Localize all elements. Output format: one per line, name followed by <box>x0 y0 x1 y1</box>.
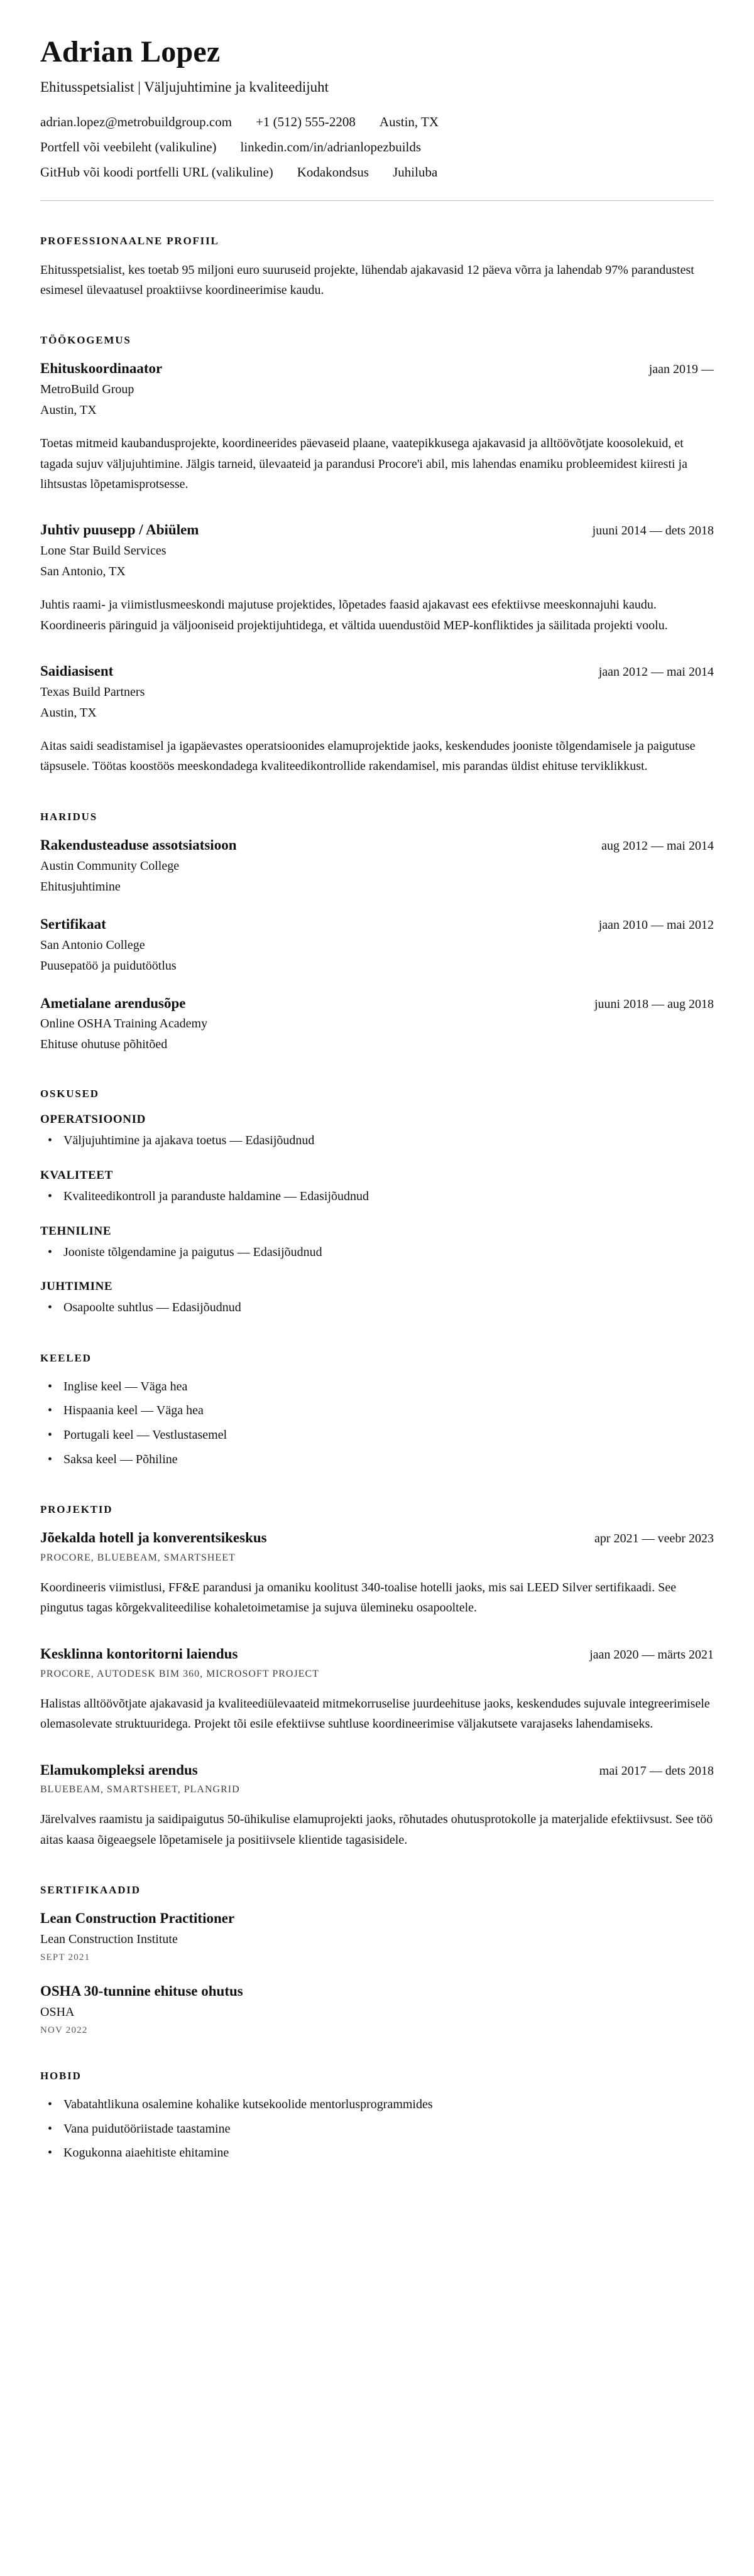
education-entry <box>40 994 714 1054</box>
degree-title: Rakendusteaduse assotsiatsioon <box>40 836 237 853</box>
profile-text: Ehitusspetsialist, kes toetab 95 miljoni euro suuruseid projekte, lühendab ajakavasid 12 päeva võrra ja lahendab 97% parandustest esimesel ülevaatusel proaktiivse koordineerimise kaudu. <box>40 262 694 297</box>
project-dates: jaan 2020 — märts 2021 <box>589 1647 714 1662</box>
portfolio-text: Portfell või veebileht (valikuline) <box>40 139 217 154</box>
skill-group <box>40 1169 714 1207</box>
contact-row-2 <box>40 138 714 156</box>
job-entry <box>40 359 714 494</box>
skill-item <box>40 1298 714 1318</box>
section-heading-certifications: SERTIFIKAADID <box>40 1884 141 1897</box>
project-entry <box>40 1645 714 1734</box>
citizenship-text: Kodakondsus <box>297 164 369 180</box>
project-tools: BLUEBEAM, SMARTSHEET, PLANGRID <box>40 1784 240 1795</box>
skill-item <box>40 1243 714 1263</box>
section-heading-hobbies: HOBID <box>40 2069 82 2082</box>
skill-item-text: • Väljujuhtimine ja ajakava toetus — Edasijõudnud <box>63 1134 315 1148</box>
job-entry <box>40 521 714 636</box>
education-dates: jaan 2010 — mai 2012 <box>598 917 714 932</box>
skill-item-text: • Jooniste tõlgendamine ja paigutus — Edasijõudnud <box>63 1245 322 1259</box>
project-title: Kesklinna kontoritorni laiendus <box>40 1645 238 1662</box>
job-dates: juuni 2014 — dets 2018 <box>592 524 714 538</box>
school-name: Online OSHA Training Academy <box>40 1017 208 1031</box>
github-text: GitHub või koodi portfelli URL (valikuline) <box>40 164 273 180</box>
job-location: Austin, TX <box>40 705 97 720</box>
location-text: Austin, TX <box>379 114 439 129</box>
section-experience <box>40 334 714 776</box>
header-divider <box>40 200 714 201</box>
project-description: Halistas alltöövõtjate ajakavasid ja kvaliteediülevaateid mitmekorruselise juurdeehituse jaoks, keskendudes sujuvale integreerimisele olemasolevate struktuuridega. Projekt tõi esile efektiivse suhtluse koordineerimise väljakutsete varajaseks lahendamiseks. <box>40 1696 710 1731</box>
section-heading-projects: PROJEKTID <box>40 1503 113 1516</box>
job-title: Juhtiv puusepp / Abiülem <box>40 522 199 538</box>
section-heading-experience: TÖÖKOGEMUS <box>40 334 131 347</box>
hobby-item-text: • Kogukonna aiaehitiste ehitamine <box>63 2146 229 2160</box>
driving-license-text: Juhiluba <box>393 164 438 180</box>
project-description: Järelvalves raamistu ja saidipaigutus 50-ühikulise elamuprojekti jaoks, rõhutades ohutusprotokolle ja materjalide efektiivsust. See töö aitas kaasa õigeaegsele lõpetamisele ja positiivsele klientide tagasisidele. <box>40 1812 713 1847</box>
section-certifications <box>40 1884 714 2036</box>
education-dates: aug 2012 — mai 2014 <box>601 838 714 853</box>
job-description: Juhtis raami- ja viimistlusmeeskondi majutuse projektides, lõpetades faasid ajakavast ees efektiivse meeskonnajuhi kaudu. Koordineeris päringuid ja väljooniseid projektijuhtidega, et vältida uuendustöid MEP-konfliktides ja säilitada projekti voolu. <box>40 598 668 632</box>
school-name: Austin Community College <box>40 858 180 873</box>
skill-group <box>40 1225 714 1263</box>
education-dates: juuni 2018 — aug 2018 <box>594 997 714 1011</box>
job-description: Toetas mitmeid kaubandusprojekte, koordineerides päevaseid plaane, vaatepikkusega ajakavasid ja alltöövõtjate koosolekuid, et tagada sujuv väljujuhtimine. Jälgis tarneid, ülevaateid ja parandusi Procore'i abil, mis lahendas enamiku probleemidest kiiresti ja lihtsustas lõpetamisprotsesse. <box>40 436 687 491</box>
project-dates: mai 2017 — dets 2018 <box>599 1763 714 1778</box>
hobby-item-text: • Vana puidutööriistade taastamine <box>63 2121 231 2136</box>
linkedin-text: linkedin.com/in/adrianlopezbuilds <box>240 139 422 154</box>
project-description: Koordineeris viimistlusi, FF&E parandusi ja omaniku koolitust 340-toalise hotelli jaoks, mis sai LEED Silver sertifikaadi. See pingutus tagas kõrgekvaliteedilise kohaletoimetamise ja sujuva ülemineku osapooltele. <box>40 1581 677 1615</box>
section-languages <box>40 1352 714 1469</box>
certification-issuer: Lean Construction Institute <box>40 1932 178 1947</box>
resume-header <box>40 35 714 201</box>
project-title: Elamukompleksi arendus <box>40 1762 198 1778</box>
language-item-text: • Saksa keel — Põhiline <box>63 1452 178 1466</box>
skill-group-name: OPERATSIOONID <box>40 1113 146 1127</box>
job-company: Texas Build Partners <box>40 685 145 699</box>
degree-title: Ametialane arendusõpe <box>40 995 186 1011</box>
section-heading-skills: OSKUSED <box>40 1088 99 1100</box>
job-location: San Antonio, TX <box>40 565 126 579</box>
hobby-item <box>40 2119 714 2140</box>
job-dates: jaan 2019 — <box>648 362 714 377</box>
skill-group-name: KVALITEET <box>40 1169 113 1182</box>
language-item <box>40 1377 714 1397</box>
email-text: adrian.lopez@metrobuildgroup.com <box>40 114 232 129</box>
job-dates: jaan 2012 — mai 2014 <box>598 665 714 679</box>
project-dates: apr 2021 — veebr 2023 <box>594 1532 714 1546</box>
section-profile <box>40 235 714 301</box>
job-company: MetroBuild Group <box>40 382 134 397</box>
skill-group <box>40 1113 714 1151</box>
education-entry <box>40 915 714 975</box>
project-entry <box>40 1761 714 1851</box>
certification-date: NOV 2022 <box>40 2025 88 2035</box>
degree-title: Sertifikaat <box>40 916 106 932</box>
skill-item-text: • Osapoolte suhtlus — Edasijõudnud <box>63 1301 241 1315</box>
job-title: Ehituskoordinaator <box>40 360 163 377</box>
section-heading-education: HARIDUS <box>40 810 98 823</box>
language-item <box>40 1426 714 1446</box>
field-of-study: Ehitusjuhtimine <box>40 879 121 894</box>
section-hobbies <box>40 2070 714 2163</box>
section-education <box>40 811 714 1054</box>
skill-group-name: TEHNILINE <box>40 1224 112 1238</box>
certification-entry <box>40 1909 714 1963</box>
certification-entry <box>40 1982 714 2036</box>
candidate-name: Adrian Lopez <box>40 35 221 68</box>
job-title: Saidiasisent <box>40 663 114 679</box>
school-name: San Antonio College <box>40 938 145 952</box>
job-company: Lone Star Build Services <box>40 544 167 558</box>
skill-item <box>40 1131 714 1151</box>
job-entry <box>40 662 714 777</box>
hobby-item-text: • Vabatahtlikuna osalemine kohalike kutsekoolide mentorlusprogrammides <box>63 2097 433 2111</box>
project-tools: PROCORE, AUTODESK BIM 360, MICROSOFT PROJECT <box>40 1668 319 1679</box>
skill-group <box>40 1280 714 1318</box>
field-of-study: Ehituse ohutuse põhitõed <box>40 1037 168 1052</box>
certification-date: SEPT 2021 <box>40 1952 90 1963</box>
language-item <box>40 1450 714 1470</box>
section-heading-profile: PROFESSIONAALNE PROFIIL <box>40 234 219 247</box>
section-skills <box>40 1088 714 1318</box>
section-heading-languages: KEELED <box>40 1351 92 1364</box>
project-entry <box>40 1529 714 1618</box>
hobby-item <box>40 2095 714 2115</box>
language-item-text: • Hispaania keel — Väga hea <box>63 1404 204 1418</box>
section-projects <box>40 1503 714 1850</box>
phone-text: +1 (512) 555-2208 <box>256 114 356 129</box>
project-tools: PROCORE, BLUEBEAM, SMARTSHEET <box>40 1552 236 1564</box>
contact-row-1 <box>40 113 714 131</box>
certification-issuer: OSHA <box>40 2005 75 2019</box>
project-title: Jõekalda hotell ja konverentsikeskus <box>40 1530 267 1546</box>
candidate-title: Ehitusspetsialist | Väljujuhtimine ja kvaliteedijuht <box>40 78 329 95</box>
education-entry <box>40 836 714 896</box>
skill-group-name: JUHTIMINE <box>40 1280 113 1294</box>
skill-item-text: • Kvaliteedikontroll ja paranduste haldamine — Edasijõudnud <box>63 1189 369 1203</box>
language-item-text: • Portugali keel — Vestlustasemel <box>63 1427 227 1442</box>
language-item <box>40 1401 714 1421</box>
hobby-item <box>40 2143 714 2163</box>
certification-name: Lean Construction Practitioner <box>40 1910 235 1927</box>
job-location: Austin, TX <box>40 403 97 418</box>
field-of-study: Puusepatöö ja puidutöötlus <box>40 958 177 973</box>
job-description: Aitas saidi seadistamisel ja igapäevastes operatsioonides elamuprojektide jaoks, keskendudes jooniste tõlgendamisele ja paigutuse täpsusele. Töötas koostöös meeskondadega kvaliteedikontrollide rakendamisel, mis parandas üldist ehituse terviklikkust. <box>40 739 696 774</box>
contact-row-3 <box>40 163 714 181</box>
certification-name: OSHA 30-tunnine ehituse ohutus <box>40 1983 243 2000</box>
language-item-text: • Inglise keel — Väga hea <box>63 1379 188 1394</box>
skill-item <box>40 1187 714 1207</box>
